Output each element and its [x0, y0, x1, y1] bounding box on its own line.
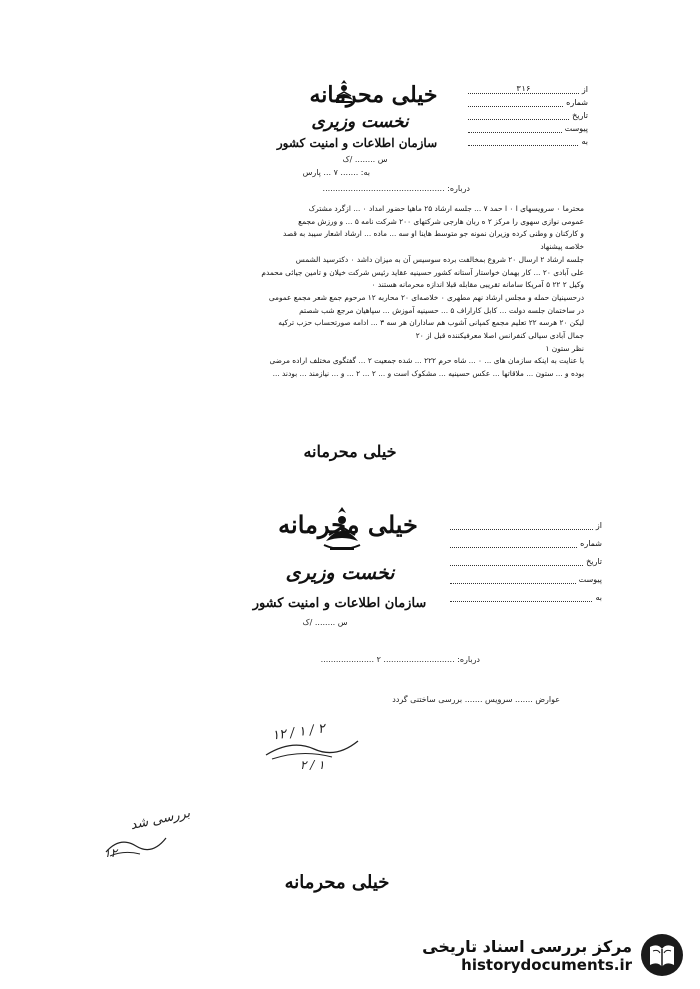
doc2-body-line: عوارض ....... سرویس ....... بررسی ساختنی گردد	[392, 695, 560, 704]
book-logo-icon	[640, 933, 684, 977]
doc1-body-line: علی آبادی ۲۰ ... کار بهمان خواستار آستانه کشور حسینیه عقاید رئیس شرکت خیلان و تامین جیائی محمدم	[261, 267, 584, 277]
doc2-agency: سازمان اطلاعات و امنیت کشور	[252, 596, 427, 611]
doc1-reference: س ........ /ک	[342, 155, 388, 164]
doc2-meta-attachment: پیوست	[450, 572, 602, 584]
doc1-body-line: با عنایت به اینکه سازمان های ... ۰ ... شاه حرم ۲۲۲ ... شده جمعیت ۲ ... گفتگوی مختلف اراده مرضی	[269, 356, 584, 366]
doc2-meta-date: تاریخ	[450, 554, 602, 566]
doc2-meta-from: از	[450, 518, 602, 530]
doc1-body-line: جلسه ارشاد ۲ ارسال ۲۰ شروع بمخالفت برده سوسیس آن به میزان داشد ۰ دکترسید الشمس	[295, 254, 584, 264]
doc2-footer-classification: خیلی محرمانه	[284, 872, 390, 893]
doc1-meta-to: به	[468, 134, 588, 146]
doc1-body-line: محترما ۰ سرویسهای ا ۰ ا حمد ۷ ... جلسه ارشاد ۲۵ ماهیا حضور امداد ۰ ... ازگرد مشترک	[308, 204, 584, 213]
handwritten-date: ۲ / ۱	[300, 758, 325, 772]
doc1-body-line: درحسینیان حمله و مجلس ارشاد نهم مطهری ۰ خلاصه‌ای ۲۰ محاربه ۱۲ مرحوم جمع شعر مجمع عمومی	[268, 292, 584, 302]
watermark-logo	[422, 933, 684, 977]
doc1-body-line: عمومی نوازی سهوی را مرکز ۲ ه ربان هارجی شرکتهای ۲۰۰ شرکت نامه ۵ ... و ورزش مجمع	[298, 216, 584, 226]
doc1-body-line: در ساختمان جلسه دولت ... کابل کاراراف ۵ ... حسینیه آموزش ... سپاهیان مرجع شب شصتم	[299, 305, 584, 315]
doc1-to-line: به: ....... ۷ ... پارس	[302, 168, 370, 177]
doc1-subject-line: درباره: ................................................	[322, 184, 470, 193]
doc1-meta-from: از ۳۱۶	[468, 82, 588, 94]
doc1-body-line: لیکن ۲۰ هرسه ۲۲ تعلیم مجمع کمپانی آشوب هم ساداران هر سه ۳ ... ادامه صورتحساب حزب ترکیه	[278, 318, 584, 328]
doc1-body-line: وکیل ۲ ۲۲ ۵ آمریکا سامانه تقریبی مقابله قبلا اندازه محرمانه هستند ۰	[371, 280, 584, 290]
doc1-footer-classification: خیلی محرمانه	[303, 442, 397, 461]
doc1-body-line: خلاصه پیشنهاد	[540, 242, 584, 252]
doc1-meta-attachment: پیوست	[468, 121, 588, 133]
doc1-ministry: نخست وزیری	[311, 112, 409, 132]
doc2-ministry: نخست وزیری	[285, 562, 395, 584]
handwritten-signature: ۱۲ / ۱ / ۲	[271, 721, 327, 744]
doc1-classification: خیلی محرمانه	[309, 82, 438, 108]
doc1-meta-number: شماره	[468, 95, 588, 107]
doc2-classification: خیلی محرمانه	[278, 510, 418, 539]
doc1-body-line: نظر ستون ۱	[545, 343, 584, 353]
doc1-body-line: بوده و ... ستون ... ملاقاتها ... عکس حسینیه ... مشکوک است و ... ۲ ... ۲ ... و ... نیازمند ... بودند ...	[272, 369, 584, 379]
doc1-body-line: جمال آبادی سیالی کنفرانس اصلا معرفیکننده قبل از ۲۰	[415, 331, 584, 341]
handwritten-number: ۱۲	[104, 846, 117, 860]
doc1-meta-date: تاریخ	[468, 108, 588, 120]
doc1-body	[118, 203, 584, 381]
doc2-meta-number: شماره	[450, 536, 602, 548]
watermark-url: historydocuments.ir	[461, 955, 632, 974]
doc2-reference: س ........ /ک	[302, 618, 348, 627]
handwritten-note: بررسی شد	[129, 805, 192, 834]
doc2-meta-to: به	[450, 590, 602, 602]
doc2-subject-line: درباره: ............................ ۲ .....................	[320, 655, 480, 664]
doc1-body-line: و کارکنان و وطنی کرده وزیران نمونه جو متوسط هاینا او سه ... ماده ... ارشاد اشعار سیبد به قصد	[283, 229, 584, 239]
watermark-title: مرکز بررسی اسناد تاریخی	[422, 936, 632, 956]
doc1-agency: سازمان اطلاعات و امنیت کشور	[276, 136, 438, 150]
